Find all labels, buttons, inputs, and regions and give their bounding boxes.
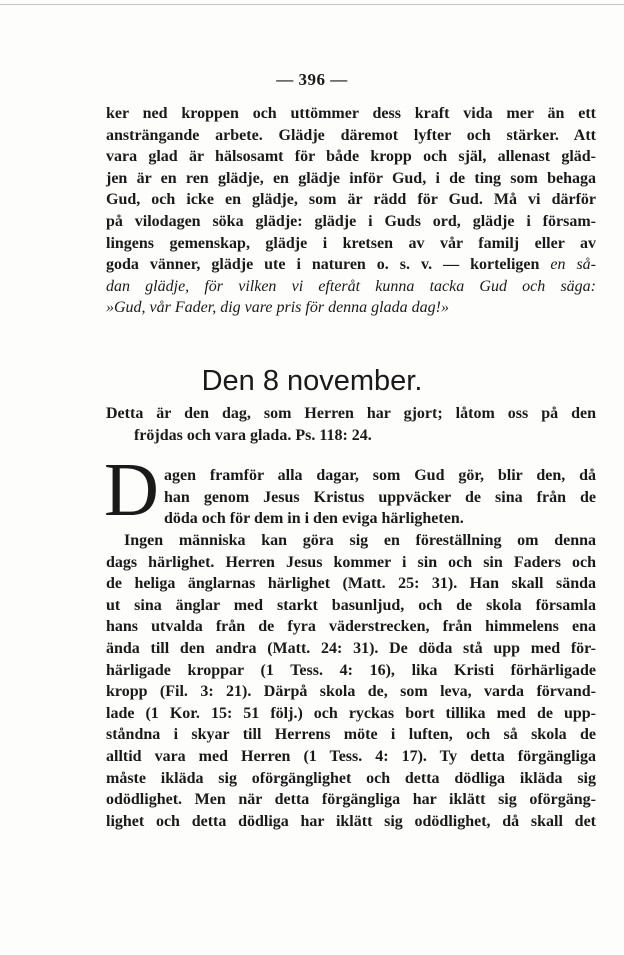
text-line: agen framför alla dagar, som Gud gör, blir den, då (164, 467, 596, 484)
bible-verse (106, 403, 596, 446)
text-line: ståndna i skyar till Herrens möte i luften, och så skola de (106, 726, 596, 744)
italic-line: dan glädje, för vilken vi efteråt kunna tacka Gud och säga: (106, 277, 596, 295)
page-top-edge (0, 4, 624, 5)
text-line: lighet och detta dödliga har iklätt sig odödlighet, då skall det (106, 812, 596, 830)
text-line: lade (1 Kor. 15: 51 följ.) och ryckas bort tillika med de upp- (106, 704, 596, 722)
text-line: härligade kroppar (1 Tess. 4: 16), lika Kristi förhärligade (106, 661, 596, 679)
text-line: de heliga änglarnas härlighet (Matt. 25: 31). Han skall sända (106, 575, 596, 593)
italic-segment: en så- (550, 256, 597, 274)
text-line: odödlighet. Men när detta förgängliga har iklätt sig oförgäng- (106, 791, 596, 809)
page-number: — 396 — (276, 70, 348, 89)
text-line: vara glad är hälsosamt för både kropp och själ, allenast gläd- (106, 148, 596, 166)
text-line: ker ned kroppen och uttömmer dess kraft vida mer än ett (106, 105, 596, 122)
verse-line: Detta är den dag, som Herren har gjort; låtom oss på den (106, 405, 596, 422)
drop-cap-letter: D (104, 448, 159, 532)
text-line: han genom Jesus Kristus uppväcker de sina från de (164, 488, 596, 506)
text-line: kropp (Fil. 3: 21). Därpå skola de, som leva, varda förvand- (106, 683, 596, 701)
section-title: Den 8 november. (201, 365, 423, 397)
top-paragraph (106, 103, 596, 319)
text-line: lingens gemenskap, glädje i kretsen av vår familj eller av (106, 234, 596, 252)
text-line: jen är en ren glädje, en glädje inför Gud, i de ting som behaga (106, 169, 596, 187)
body-paragraph (106, 530, 596, 832)
text-line: på vilodagen söka glädje: glädje i Guds ord, glädje i försam- (106, 212, 596, 230)
text-line-mixed (106, 254, 596, 276)
text-line: ansträngande arbete. Glädje däremot lyfter och stärker. Att (106, 126, 596, 144)
text-line: döda och för dem in i den eviga härligheten. (164, 510, 464, 528)
text-line: Ingen människa kan göra sig en föreställning om denna (124, 532, 596, 549)
text-line: dags härlighet. Herren Jesus kommer i sin och sin Faders och (106, 553, 596, 571)
dropcap-paragraph (164, 465, 596, 530)
text-line: alltid vara med Herren (1 Tess. 4: 17). Ty detta förgängliga (106, 747, 596, 765)
text-line: ända till den andra (Matt. 24: 31). De döda stå upp med för- (106, 639, 596, 657)
text-line: Gud, och icke en glädje, som är rädd för Gud. Må vi därför (106, 191, 596, 209)
text-segment: goda vänner, glädje ute i naturen o. s. v. — korteligen (106, 256, 540, 274)
italic-line: »Gud, vår Fader, dig vare pris för denna glada dag!» (106, 299, 449, 317)
verse-line: fröjdas och vara glada. Ps. 118: 24. (134, 426, 372, 444)
text-line: hans utvalda från de fyra väderstrecken, från himmelens ena (106, 618, 596, 636)
text-line: ut sina änglar med starkt basunljud, och de skola församla (106, 596, 596, 614)
text-line: måste ikläda sig oförgänglighet och detta dödliga ikläda sig (106, 769, 596, 787)
